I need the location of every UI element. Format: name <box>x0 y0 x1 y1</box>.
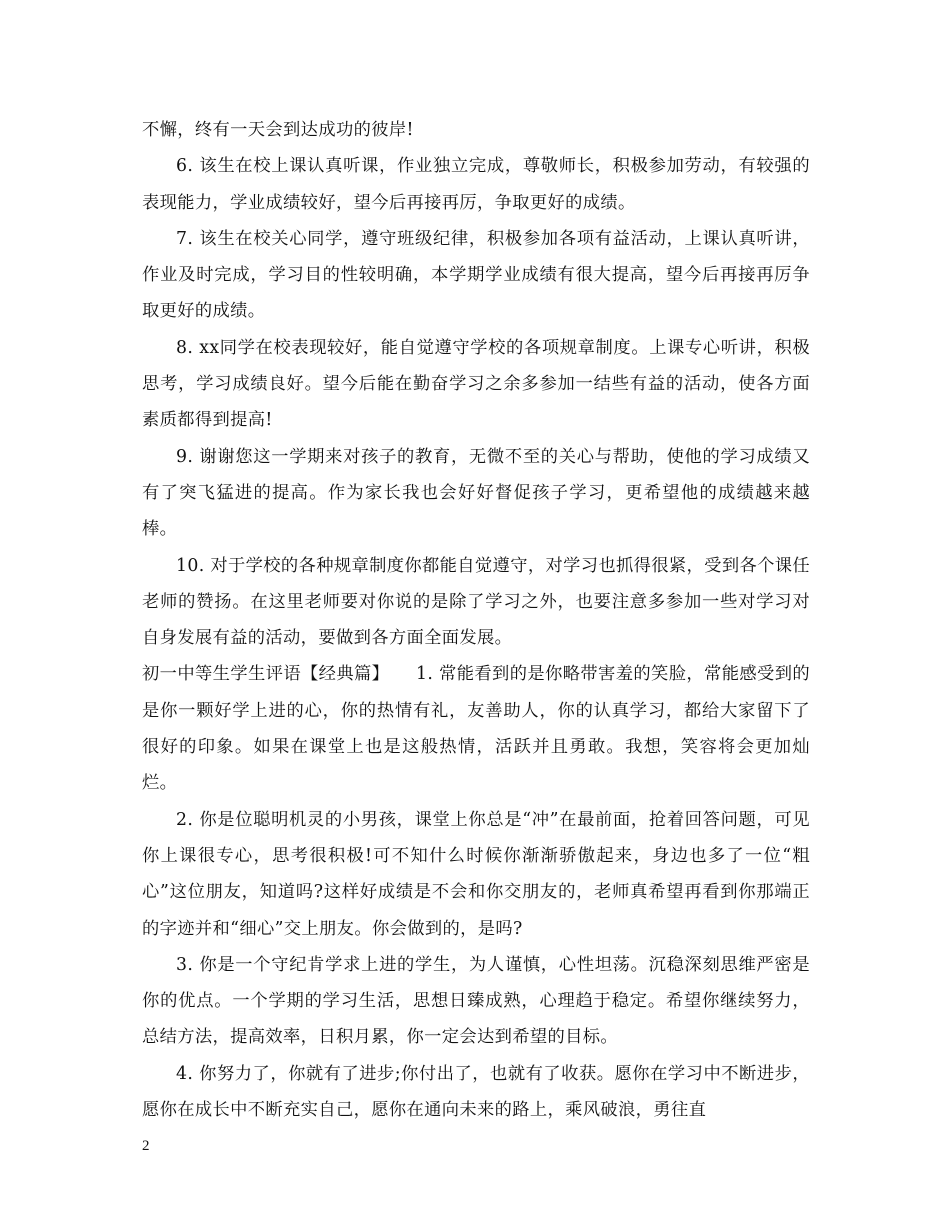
page-number: 2 <box>142 1138 150 1154</box>
paragraph: 不懈，终有一天会到达成功的彼岸! <box>142 120 414 140</box>
paragraph: 6. 该生在校上课认真听课，作业独立完成，尊敬师长，积极参加劳动，有较强的表现能力，学业成绩较好，望今后再接再厉，争取更好的成绩。 <box>142 156 810 213</box>
section-heading-paragraph: 初一中等生学生评语【经典篇】 1. 常能看到的是你略带害羞的笑脸，常能感受到的是你一颗好学上进的心，你的热情有礼，友善助人，你的认真学习，都给大家留下了很好的印象。如果在课堂上也是这般热情，活跃并且勇敢。我想，笑容将会更加灿烂。 <box>142 664 810 794</box>
paragraph: 10. 对于学校的各种规章制度你都能自觉遵守，对学习也抓得很紧，受到各个课任老师的赞扬。在这里老师要对你说的是除了学习之外，也要注意多参加一些对学习对自身发展有益的活动，要做到各方面全面发展。 <box>142 555 810 649</box>
paragraph: 2. 你是位聪明机灵的小男孩，课堂上你总是“冲”在最前面，抢着回答问题，可见你上课很专心，思考很积极!可不知什么时候你渐渐骄傲起来，身边也多了一位“粗心”这位朋友，知道吗?这样好成绩是不会和你交朋友的，老师真希望再看到你那端正的字迹并和“细心”交上朋友。你会做到的，是吗? <box>142 809 810 939</box>
paragraph: 8. xx同学在校表现较好，能自觉遵守学校的各项规章制度。上课专心听讲，积极思考，学习成绩良好。望今后能在勤奋学习之余多参加一结些有益的活动，使各方面素质都得到提高! <box>142 337 810 431</box>
document-body <box>142 112 810 1128</box>
paragraph: 9. 谢谢您这一学期来对孩子的教育，无微不至的关心与帮助，使他的学习成绩又有了突飞猛进的提高。作为家长我也会好好督促孩子学习，更希望他的成绩越来越棒。 <box>142 446 810 540</box>
paragraph: 4. 你努力了，你就有了进步;你付出了，也就有了收获。愿你在学习中不断进步，愿你在成长中不断充实自己，愿你在通向未来的路上，乘风破浪，勇往直 <box>142 1063 810 1121</box>
paragraph: 3. 你是一个守纪肯学求上进的学生，为人谨慎，心性坦荡。沉稳深刻思维严密是你的优点。一个学期的学习生活，思想日臻成熟，心理趋于稳定。希望你继续努力，总结方法，提高效率，日积月累，你一定会达到希望的目标。 <box>142 954 810 1048</box>
paragraph: 7. 该生在校关心同学，遵守班级纪律，积极参加各项有益活动，上课认真听讲，作业及时完成，学习目的性较明确，本学期学业成绩有很大提高，望今后再接再厉争取更好的成绩。 <box>142 228 810 322</box>
